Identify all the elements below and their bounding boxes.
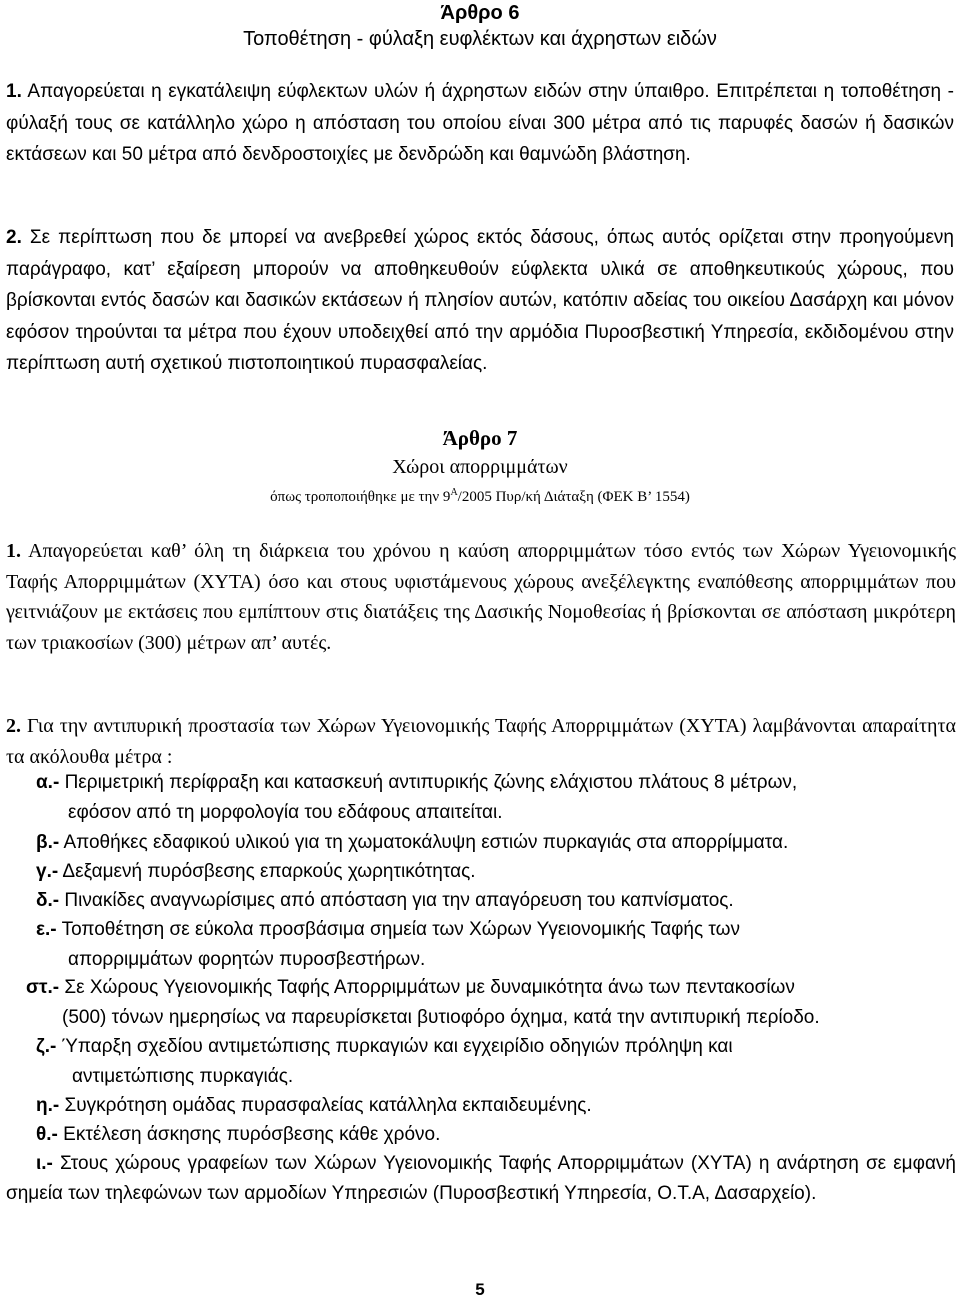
article-7-paragraph-1 bbox=[6, 536, 956, 658]
paragraph-number: 1. bbox=[6, 81, 22, 102]
item-text: Εκτέλεση άσκησης πυρόσβεσης κάθε χρόνο. bbox=[63, 1124, 441, 1145]
item-text: Συγκρότηση ομάδας πυρασφαλείας κατάλληλα εκπαιδευμένης. bbox=[64, 1095, 592, 1116]
item-text: Περιμετρική περίφραξη και κατασκευή αντιπυρικής ζώνης ελάχιστου πλάτους 8 μέτρων, bbox=[64, 772, 798, 793]
item-label: ζ.- bbox=[36, 1036, 57, 1057]
measure-item-st bbox=[26, 973, 956, 1032]
page-number: 5 bbox=[475, 1280, 485, 1299]
item-text-continued: εφόσον από τη μορφολογία του εδάφους απαιτείται. bbox=[68, 801, 503, 823]
article-6-subtitle: Τοποθέτηση - φύλαξη ευφλέκτων και άχρηστων ειδών bbox=[243, 28, 717, 50]
item-label: η.- bbox=[36, 1095, 60, 1116]
paragraph-number: 1. bbox=[6, 540, 21, 562]
article-7-paragraph-2 bbox=[6, 711, 956, 772]
paragraph-text: Απαγορεύεται η εγκατάλειψη εύφλεκτων υλών ή άχρηστων ειδών στην ύπαιθρο. Επιτρέπεται η τοποθέτηση - φύλαξή τους σε κατάλληλο χώρο η απόσταση του οποίου είναι 300 μέτρα από τις παρυφές δασών ή δασικών εκτάσεων και 50 μέτρα από δενδροστοιχίες με δενδρώδη και θαμνώδη βλάστηση. bbox=[6, 81, 955, 165]
note-superscript: Α bbox=[450, 487, 458, 498]
paragraph-number: 2. bbox=[6, 227, 22, 248]
item-text: Σε Χώρους Υγειονομικής Ταφής Απορριμμάτων με δυναμικότητα άνω των πεντακοσίων bbox=[64, 977, 795, 998]
item-text: Πινακίδες αναγνωρίσιμες από απόσταση για την απαγόρευση του καπνίσματος. bbox=[64, 890, 734, 911]
measure-item-e bbox=[36, 915, 956, 974]
note-text-end: /2005 Πυρ/κή Διάταξη (ΦΕΚ Β’ 1554) bbox=[457, 489, 690, 505]
item-label: β.- bbox=[36, 832, 60, 853]
item-label: στ.- bbox=[26, 977, 60, 998]
article-7-subtitle: Χώροι απορριμμάτων bbox=[392, 456, 568, 478]
item-label: θ.- bbox=[36, 1124, 58, 1145]
item-text: Ύπαρξη σχεδίου αντιμετώπισης πυρκαγιών και εγχειρίδιο οδηγιών πρόληψη και bbox=[61, 1036, 733, 1057]
item-label: ι.- bbox=[36, 1153, 53, 1174]
measure-item-i bbox=[36, 1091, 956, 1121]
measure-item-z bbox=[36, 1032, 956, 1091]
measure-item-a bbox=[36, 768, 956, 827]
item-text-continued: απορριμμάτων φορητών πυροσβεστήρων. bbox=[68, 948, 426, 970]
item-text: Στους χώρους γραφείων των Χώρων Υγειονομικής Ταφής Απορριμμάτων (ΧΥΤΑ) η ανάρτηση σε εμφανή σημεία των τηλεφώνων των αρμοδίων Υπηρεσιών (Πυροσβεστική Υπηρεσία, Ο.Τ.Α, Δασαρχείο). bbox=[6, 1153, 956, 1204]
paragraph-text: Απαγορεύεται καθ’ όλη τη διάρκεια του χρόνου η καύση απορριμμάτων τόσο εντός των Χώρων Υγειονομικής Ταφής Απορριμμάτων (ΧΥΤΑ) όσο και στους υφιστάμενους χώρους ανεξέλεγκτης εναπόθεσης απορριμμάτων που γειτνιάζουν με εκτάσεις που εμπίπτουν στις διατάξεις της Δασικής Νομοθεσίας ή βρίσκονται σε απόσταση μικρότερη των τριακοσίων (300) μέτρων απ’ αυτές. bbox=[6, 540, 956, 654]
note-text-start: όπως τροποποιήθηκε με την 9 bbox=[270, 489, 451, 505]
article-7-amendment-note bbox=[0, 487, 960, 506]
article-7-title: Άρθρο 7 bbox=[442, 426, 518, 450]
measure-item-d bbox=[36, 886, 956, 916]
item-text-continued: αντιμετώπισης πυρκαγιάς. bbox=[72, 1065, 294, 1087]
measure-item-th bbox=[36, 1120, 956, 1150]
article-6-paragraph-1 bbox=[6, 76, 954, 171]
item-label: γ.- bbox=[36, 861, 59, 882]
article-6-paragraph-2 bbox=[6, 222, 954, 380]
measure-item-b bbox=[36, 828, 956, 858]
item-text: Τοποθέτηση σε εύκολα προσβάσιμα σημεία των Χώρων Υγειονομικής Ταφής των bbox=[61, 919, 740, 940]
item-text: Αποθήκες εδαφικού υλικού για τη χωματοκάλυψη εστιών πυρκαγιάς στα απορρίμματα. bbox=[63, 832, 789, 853]
item-label: α.- bbox=[36, 772, 60, 793]
paragraph-text: Σε περίπτωση που δε μπορεί να ανεβρεθεί χώρος εκτός δάσους, όπως αυτός ορίζεται στην προηγούμενη παράγραφο, κατ’ εξαίρεση μπορούν να αποθηκευθούν εύφλεκτα υλικά σε αποθηκευτικούς χώρους, που βρίσκονται εντός δασών και δασικών εκτάσεων ή πλησίον αυτών, κατόπιν αδείας του οικείου Δασάρχη και μόνον εφόσον τηρούνται τα μέτρα που έχουν υποδειχθεί από την αρμόδια Πυροσβεστική Υπηρεσία, εκδιδομένου στην περίπτωση αυτή σχετικού πιστοποιητικού πυρασφαλείας. bbox=[6, 227, 955, 374]
item-label: ε.- bbox=[36, 919, 57, 940]
item-text-continued: (500) τόνων ημερησίως να παρευρίσκεται βυτιοφόρο όχημα, κατά την αντιπυρική περίοδο. bbox=[62, 1006, 820, 1028]
paragraph-text: Για την αντιπυρική προστασία των Χώρων Υγειονομικής Ταφής Απορριμμάτων (ΧΥΤΑ) λαμβάνονται απαραίτητα τα ακόλουθα μέτρα : bbox=[6, 715, 957, 768]
measure-item-iota bbox=[6, 1149, 956, 1208]
item-text: Δεξαμενή πυρόσβεσης επαρκούς χωρητικότητας. bbox=[62, 861, 476, 882]
item-label: δ.- bbox=[36, 890, 60, 911]
article-6-title: Άρθρο 6 bbox=[440, 2, 520, 24]
measure-item-c bbox=[36, 857, 956, 887]
paragraph-number: 2. bbox=[6, 715, 21, 737]
